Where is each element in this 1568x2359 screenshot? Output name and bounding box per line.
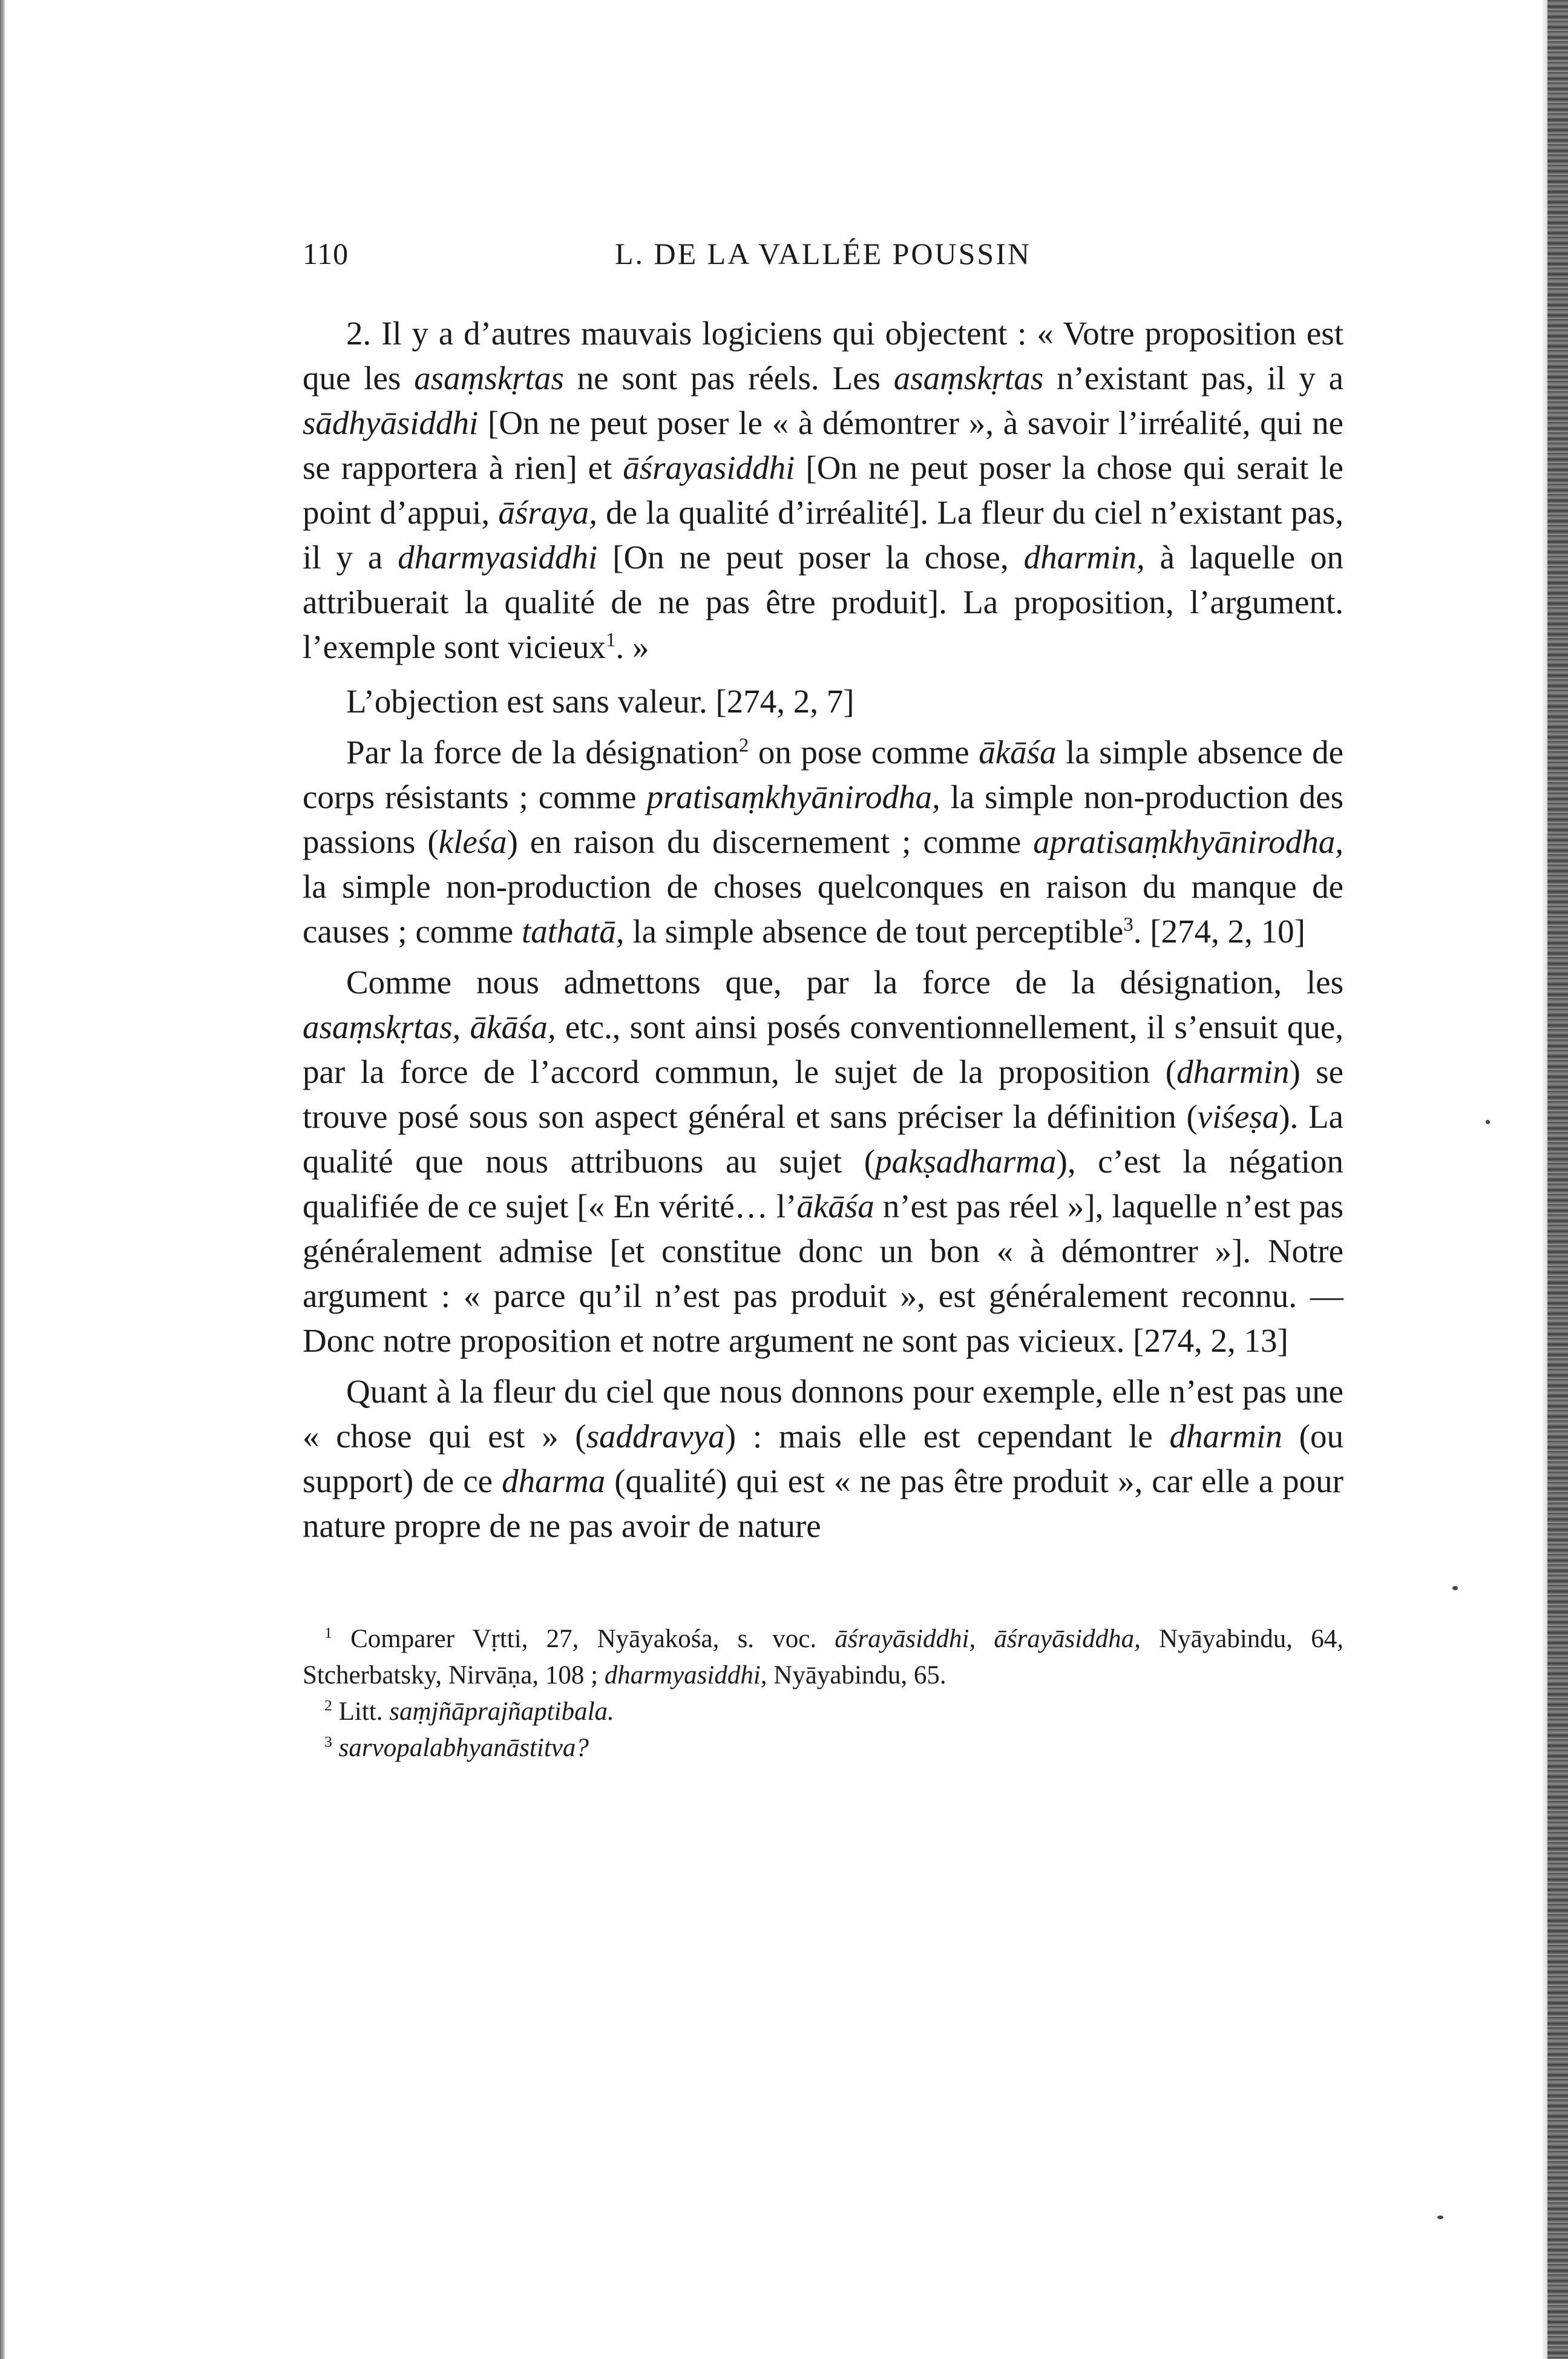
footnotes — [303, 1621, 1343, 1766]
running-title: L. DE LA VALLÉE POUSSIN — [614, 237, 1032, 271]
text-run: n’est pas réel »], laquelle n’est pas généralement admise [et constitue donc un bon « à démontrer »]. Notre argument : « parce qu’il n’est pas produit », est généralement reconnu. — Donc notre proposition et notre argument ne sont pas vicieux. [274, 2, 13] — [303, 1188, 1343, 1359]
text-run: Comme nous admettons que, par la force de la désignation, les — [346, 964, 1343, 1001]
italic-term: āśraya, — [498, 494, 597, 531]
text-run: Quant à la fleur du ciel que nous donnons pour exemple, elle n’est pas une « chose qui est » ( — [303, 1373, 1343, 1455]
italic-term: pratisaṃkhyānirodha, — [646, 778, 940, 815]
text-run: de la qualité d’irréalité]. La fleur du ciel n’existant pas, il y a — [303, 494, 1343, 576]
italic-term: dharma — [502, 1462, 606, 1499]
italic-term: apratisaṃkhyānirodha, — [1033, 823, 1343, 860]
text-run: (qualité) qui est « ne pas être produit », car elle a pour nature propre de ne pas avoir de nature — [303, 1462, 1343, 1544]
paragraph — [303, 960, 1343, 1363]
text-run: Par la force de la désignation — [346, 734, 739, 771]
page-edge-right — [1547, 0, 1568, 2359]
text-run: on pose comme — [749, 734, 979, 771]
paragraph — [303, 679, 1343, 724]
italic-term: saddravya — [586, 1418, 725, 1455]
italic-term: dharmin, — [1023, 539, 1145, 576]
footnote-ref: 1 — [324, 1624, 332, 1642]
italic-term: dharmin — [1176, 1053, 1290, 1090]
italic-term: saṃjñāprajñaptibala. — [389, 1697, 614, 1726]
italic-term: pakṣadharma — [875, 1143, 1057, 1180]
page-number: 110 — [303, 237, 349, 271]
text-run: la simple absence de corps résistants ; comme — [303, 734, 1344, 815]
footnote — [303, 1621, 1343, 1694]
italic-term: dharmyasiddhi, — [604, 1661, 767, 1689]
text-run: à laquelle on attribuerait la qualité de ne pas être produit]. La proposition, l’argument. l’exemple sont vicieux — [303, 539, 1343, 665]
footnote-ref: 1 — [605, 629, 616, 651]
italic-term: dharmin — [1169, 1418, 1282, 1455]
text-run: ) se trouve posé sous son aspect général et sans préciser la définition ( — [303, 1053, 1343, 1135]
text-run — [332, 1734, 339, 1762]
text-run: [On ne peut poser le « à démontrer », à savoir l’irréalité, qui ne se rapportera à rien] et — [303, 404, 1343, 486]
italic-term: asaṃskṛtas — [414, 360, 564, 396]
footnote — [303, 1730, 1343, 1766]
text-run: ), c’est la négation qualifiée de ce sujet [« En vérité… l’ — [303, 1143, 1344, 1225]
text-run: etc., sont ainsi posés conventionnellement, il s’ensuit que, par la force de l’accord commun, le sujet de la proposition ( — [303, 1008, 1344, 1090]
text-run: Nyāyabindu, 65. — [767, 1661, 946, 1689]
paragraph — [303, 1369, 1343, 1548]
text-run: . » — [615, 628, 649, 665]
text-run: ). La qualité que nous attribuons au sujet ( — [303, 1098, 1343, 1180]
paragraph — [303, 311, 1343, 670]
footnote-ref: 3 — [324, 1732, 332, 1751]
text-run: la simple absence de tout perceptible — [624, 913, 1124, 950]
body-text — [303, 311, 1343, 1548]
text-run: [On ne peut poser la chose qui serait le point d’appui, — [303, 449, 1343, 531]
italic-term: āśrayāsiddhi, āśrayāsiddha, — [835, 1625, 1141, 1653]
italic-term: ākāśa — [796, 1188, 874, 1225]
text-run: (ou support) de ce — [303, 1418, 1343, 1499]
text-run: ne sont pas réels. Les — [563, 360, 894, 396]
text-run: Comparer Vṛtti, 27, Nyāyakośa, s. voc. — [332, 1625, 835, 1653]
text-run: 2. Il y a d’autres mauvais logiciens qui objectent : « Votre proposition est que les — [303, 315, 1343, 396]
text-run: ) : mais elle est cependant le — [724, 1418, 1170, 1455]
italic-term: viśeṣa — [1197, 1098, 1279, 1135]
scan-speck — [1452, 1586, 1458, 1590]
text-run: [On ne peut poser la chose, — [597, 539, 1024, 576]
page-edge-shadow — [1541, 0, 1547, 2359]
paragraph — [303, 730, 1343, 954]
italic-term: ākāśa — [979, 734, 1057, 771]
italic-term: asaṃskṛtas — [893, 360, 1044, 396]
italic-term: asaṃskṛtas, ākāśa, — [303, 1008, 556, 1045]
text-run: n’existant pas, il y a — [1043, 360, 1343, 396]
italic-term: kleśa — [438, 823, 507, 860]
italic-term: tathatā, — [521, 913, 625, 950]
text-run: ) en raison du discernement ; comme — [507, 823, 1034, 860]
text-run: . [274, 2, 10] — [1133, 913, 1305, 950]
scan-speck — [1486, 1120, 1490, 1124]
italic-term: sarvopalabhyanāstitva? — [338, 1734, 589, 1762]
footnote-ref: 2 — [324, 1696, 332, 1714]
italic-term: sādhyāsiddhi — [303, 404, 479, 441]
footnote-ref: 3 — [1123, 913, 1133, 936]
italic-term: dharmyasiddhi — [398, 539, 598, 576]
text-run: L’objection est sans valeur. [274, 2, 7] — [346, 683, 855, 720]
scan-speck — [1437, 2216, 1443, 2219]
page-edge-left — [0, 0, 5, 2359]
footnote — [303, 1694, 1343, 1730]
text-run: la simple non-production des passions ( — [303, 778, 1343, 860]
page-header — [303, 230, 1343, 297]
page-content — [303, 230, 1343, 1766]
text-run: la simple non-production de choses quelconques en raison du manque de causes ; comme — [303, 868, 1343, 950]
text-run: Nyāyabindu, 64, Stcherbatsky, Nirvāṇa, 108 ; — [303, 1625, 1343, 1689]
footnote-ref: 2 — [738, 734, 749, 757]
text-run: Litt. — [332, 1697, 390, 1726]
italic-term: āśrayasiddhi — [623, 449, 795, 486]
